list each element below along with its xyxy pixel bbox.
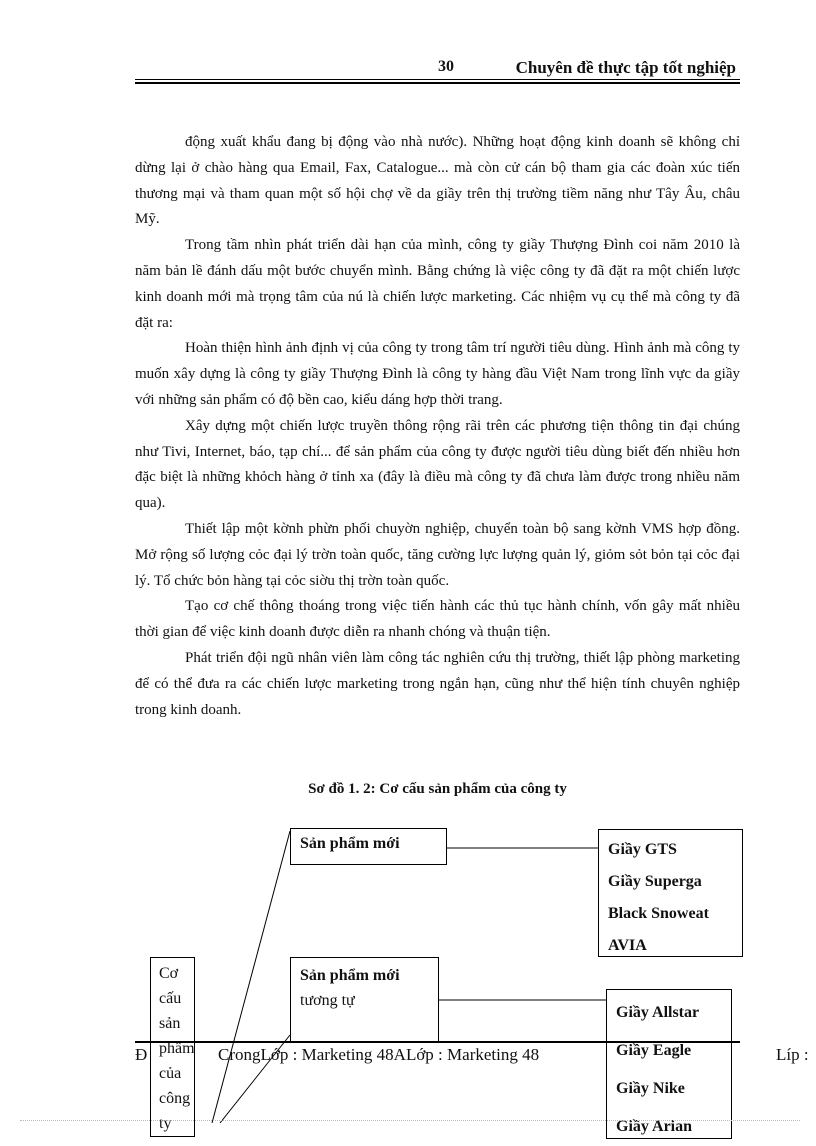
paragraph: Thiết lập một kờnh phừn phối chuyờn nghiệp, chuyển toàn bộ sang kờnh VMS hợp đồng. Mở rộng số lượng cỏc đại lý trờn toàn quốc, tăng cường lực lượng quản lý, giỏm sỏt bỏn tại cỏc đại lý. Tổ chức bỏn hàng tại cỏc siờu thị trờn toàn quốc. [135, 520, 740, 589]
connector-line [212, 831, 290, 1123]
footer-left: Đ [135, 1045, 148, 1064]
document-title: Chuyên đề thực tập tốt nghiệp [515, 58, 736, 77]
product-item: Black Snoweat [608, 905, 709, 922]
product-item: Giầy Arian [616, 1118, 693, 1135]
new-products-box: Sản phẩm mới [290, 828, 447, 865]
product-item: Giầy Eagle [616, 1042, 692, 1059]
product-item: AVIA [608, 937, 647, 954]
product-structure-root-box [150, 957, 195, 1137]
page-number: 30 [438, 58, 454, 75]
product-item: Giầy Superga [608, 873, 702, 890]
paragraph: Phát triển đội ngũ nhân viên làm công tác nghiên cứu thị trường, thiết lập phòng marketing để có thể đưa ra các chiến lược marketing trong ngắn hạn, cũng như thể hiện tính chuyên nghiệp trong kinh doanh. [135, 649, 740, 718]
similar-products-list-box [606, 989, 732, 1139]
root-word: công [159, 1090, 191, 1107]
paragraph: Xây dựng một chiến lược truyền thông rộng rãi trên các phương tiện thông tin đại chúng như Tivi, Internet, báo, tạp chí... để sản phẩm của công ty được người tiêu dùng biết đến nhiều hơn đặc biệt là những khỏch hàng ở tỉnh xa (đây là điều mà công ty đã chưa làm được trong nhiều năm qua). [135, 417, 740, 512]
root-word: cấu [159, 990, 182, 1007]
root-word: phẩm [159, 1040, 195, 1057]
footer-rule [135, 1041, 740, 1043]
product-item: Giầy GTS [608, 841, 677, 858]
product-item: Giầy Nike [616, 1080, 685, 1097]
new-products-list-box [598, 829, 743, 957]
paragraph: động xuất khẩu đang bị động vào nhà nước). Những hoạt động kinh doanh sẽ không chỉ dừng lại ở chào hàng qua Email, Fax, Catalogue... mà còn cử cán bộ tham gia các đoàn xúc tiến thương mại và tham quan một số hội chợ về da giầy trên thị trường tiềm năng như Tây Âu, châu Mỹ. [135, 134, 740, 228]
paragraph: Trong tầm nhìn phát triển dài hạn của mình, công ty giầy Thượng Đình coi năm 2010 là năm bản lề đánh dấu một bước chuyển mình. Bằng chứng là việc công ty đã đặt ra một chiến lược kinh doanh mới mà trọng tâm của nú là chiến lược marketing. Các nhiệm vụ cụ thể mà công ty đã đặt ra: [135, 237, 740, 331]
paragraph: Tạo cơ chế thông thoáng trong việc tiến hành các thủ tục hành chính, vốn gây mất nhiều thời gian để việc kinh doanh được diễn ra nhanh chóng và thuận tiện. [135, 598, 740, 641]
similar-products-line: tương tự [300, 992, 355, 1009]
root-word: ty [159, 1115, 172, 1132]
footer-right: Líp : [776, 1045, 809, 1064]
product-item: Giầy Allstar [616, 1004, 700, 1021]
similar-products-box [290, 957, 439, 1043]
paragraph: Hoàn thiện hình ảnh định vị của công ty trong tâm trí người tiêu dùng. Hình ảnh mà công ty muốn xây dựng là công ty giầy Thượng Đình là công ty hàng đầu Việt Nam trong lĩnh vực da giầy với những sản phẩm có độ bền cao, kiểu dáng hợp thời trang. [135, 340, 740, 408]
diagram-caption: Sơ đồ 1. 2: Cơ cấu sản phẩm của công ty [308, 781, 567, 797]
root-word: Cơ [159, 965, 179, 982]
root-word: sản [159, 1015, 181, 1032]
footer-class-label: CrongLớp : Marketing 48ALớp : Marketing 48 [218, 1045, 540, 1064]
root-word: của [159, 1065, 182, 1082]
similar-products-line: Sản phẩm mới [300, 967, 400, 984]
page-break-line [20, 1120, 800, 1121]
